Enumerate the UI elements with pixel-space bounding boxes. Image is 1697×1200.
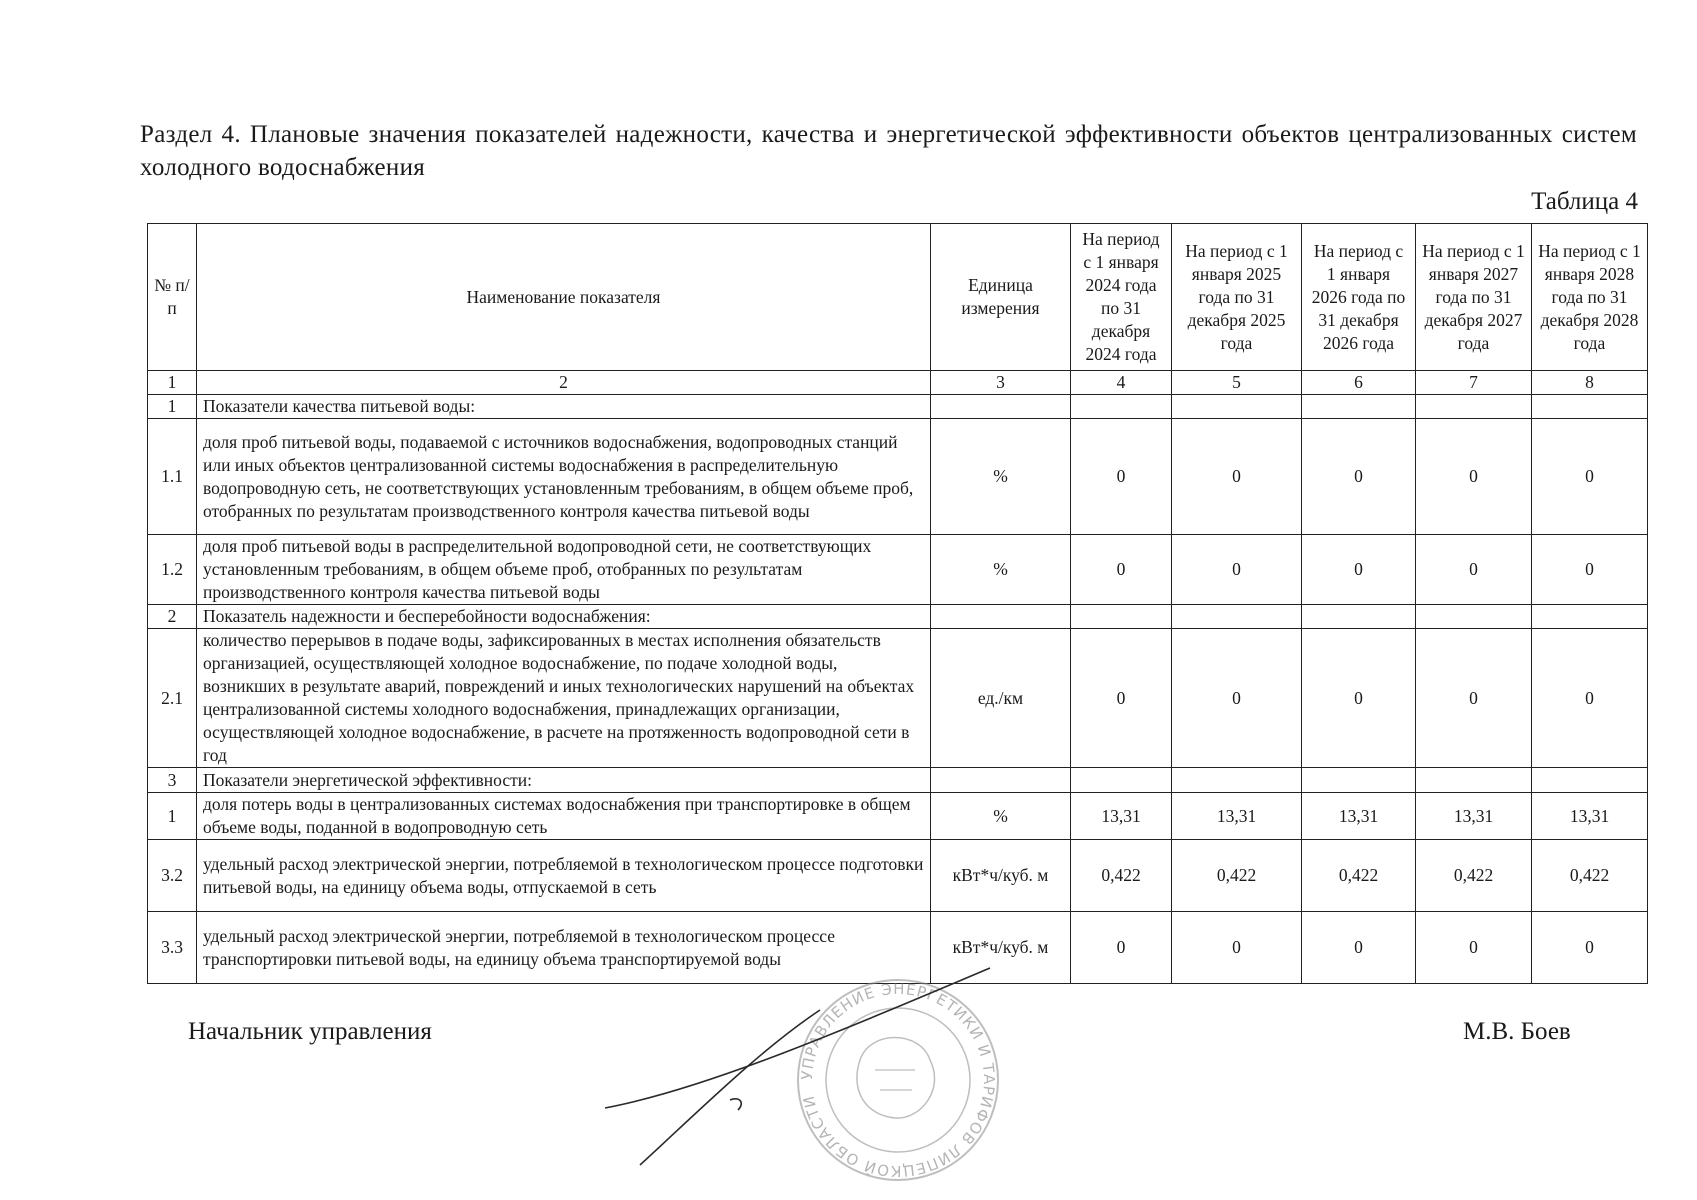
stamp-text: УПРАВЛЕНИЕ ЭНЕРГЕТИКИ И ТАРИФОВ ЛИПЕЦКОЙ ОБЛАСТИ	[797, 979, 999, 1181]
value-cell: 0,422	[1532, 840, 1648, 912]
section-title: Показатели качества питьевой воды:	[197, 395, 931, 419]
signer-name: М.В. Боев	[1463, 1018, 1571, 1045]
signer-role: Начальник управления	[188, 1018, 432, 1045]
value-cell: 0	[1172, 629, 1302, 768]
value-cell: 0,422	[1302, 840, 1416, 912]
header-period-2026: На период с 1 января 2026 года по 31 декабря 2026 года	[1302, 224, 1416, 371]
header-period-2024: На период с 1 января 2024 года по 31 декабря 2024 года	[1071, 224, 1172, 371]
row-number: 1	[148, 395, 197, 419]
value-cell: 0	[1172, 535, 1302, 605]
col-index: 6	[1302, 371, 1416, 395]
value-cell: 0	[1416, 629, 1532, 768]
value-cell: 0	[1532, 912, 1648, 984]
indicator-name: доля проб питьевой воды в распределительной водопроводной сети, не соответствующих установленным требованиям, в общем объеме проб, отобранных по результатам производственного контроля качества питьевой воды	[197, 535, 931, 605]
value-cell: 0	[1071, 912, 1172, 984]
value-cell: 0	[1172, 419, 1302, 535]
section-title: Показатель надежности и бесперебойности водоснабжения:	[197, 605, 931, 629]
value-cell: 0	[1302, 912, 1416, 984]
value-cell: 0	[1302, 419, 1416, 535]
value-cell: 13,31	[1532, 793, 1648, 840]
col-index: 2	[197, 371, 931, 395]
unit-cell: %	[931, 535, 1071, 605]
indicator-name: доля проб питьевой воды, подаваемой с источников водоснабжения, водопроводных станций или иных объектов централизованной системы водоснабжения в распределительную водопроводную сеть, не соответствующих установленным требованиям, в общем объеме проб, отобранных по результатам производственного контроля качества питьевой воды	[197, 419, 931, 535]
col-index: 1	[148, 371, 197, 395]
value-cell: 0	[1302, 629, 1416, 768]
indicator-name: доля потерь воды в централизованных системах водоснабжения при транспортировке в общем объеме воды, поданной в водопроводную сеть	[197, 793, 931, 840]
value-cell: 13,31	[1071, 793, 1172, 840]
indicator-name: удельный расход электрической энергии, потребляемой в технологическом процессе транспортировки питьевой воды, на единицу объема транспортируемой воды	[197, 912, 931, 984]
row-number: 1.2	[148, 535, 197, 605]
value-cell: 13,31	[1416, 793, 1532, 840]
col-index: 3	[931, 371, 1071, 395]
section-title: Показатели энергетической эффективности:	[197, 768, 931, 793]
value-cell: 0	[1416, 535, 1532, 605]
value-cell: 0,422	[1172, 840, 1302, 912]
row-number: 1.1	[148, 419, 197, 535]
value-cell: 0,422	[1071, 840, 1172, 912]
value-cell: 0	[1172, 912, 1302, 984]
value-cell: 0	[1532, 535, 1648, 605]
row-number: 3	[148, 768, 197, 793]
value-cell: 13,31	[1302, 793, 1416, 840]
unit-cell: ед./км	[931, 629, 1071, 768]
row-number: 1	[148, 793, 197, 840]
row-number: 3.3	[148, 912, 197, 984]
row-number: 2.1	[148, 629, 197, 768]
value-cell: 0	[1071, 419, 1172, 535]
value-cell: 0	[1071, 535, 1172, 605]
header-unit: Единица измерения	[931, 224, 1071, 371]
value-cell: 0	[1532, 629, 1648, 768]
row-number: 2	[148, 605, 197, 629]
official-seal-icon	[798, 980, 998, 1180]
value-cell: 13,31	[1172, 793, 1302, 840]
value-cell: 0	[1071, 629, 1172, 768]
header-num-text: № п/п	[154, 275, 190, 318]
row-number: 3.2	[148, 840, 197, 912]
value-cell: 0	[1532, 419, 1648, 535]
value-cell: 0,422	[1416, 840, 1532, 912]
header-period-2027: На период с 1 января 2027 года по 31 декабря 2027 года	[1416, 224, 1532, 371]
value-cell: 0	[1416, 419, 1532, 535]
header-period-2028: На период с 1 января 2028 года по 31 декабря 2028 года	[1532, 224, 1648, 371]
section-heading: Раздел 4. Плановые значения показателей надежности, качества и энергетической эффективности объектов централизованных систем холодного водоснабжения	[140, 121, 1637, 181]
table-label: Таблица 4	[1531, 188, 1638, 215]
header-period-2025: На период с 1 января 2025 года по 31 декабря 2025 года	[1172, 224, 1302, 371]
col-index: 4	[1071, 371, 1172, 395]
col-index: 7	[1416, 371, 1532, 395]
indicator-name: удельный расход электрической энергии, потребляемой в технологическом процессе подготовки питьевой воды, на единицу объема воды, отпускаемой в сеть	[197, 840, 931, 912]
indicator-name: количество перерывов в подаче воды, зафиксированных в местах исполнения обязательств организацией, осуществляющей холодное водоснабжение, по подаче холодной воды, возникших в результате аварий, повреждений и иных технологических нарушений на объектах централизованной системы холодного водоснабжения, принадлежащих организации, осуществляющей холодное водоснабжение, в расчете на протяженность водопроводной сети в год	[197, 629, 931, 768]
header-name: Наименование показателя	[197, 224, 931, 371]
col-index: 8	[1532, 371, 1648, 395]
unit-cell: %	[931, 419, 1071, 535]
unit-cell: %	[931, 793, 1071, 840]
col-index: 5	[1172, 371, 1302, 395]
unit-cell: кВт*ч/куб. м	[931, 840, 1071, 912]
value-cell: 0	[1416, 912, 1532, 984]
unit-cell: кВт*ч/куб. м	[931, 912, 1071, 984]
value-cell: 0	[1302, 535, 1416, 605]
